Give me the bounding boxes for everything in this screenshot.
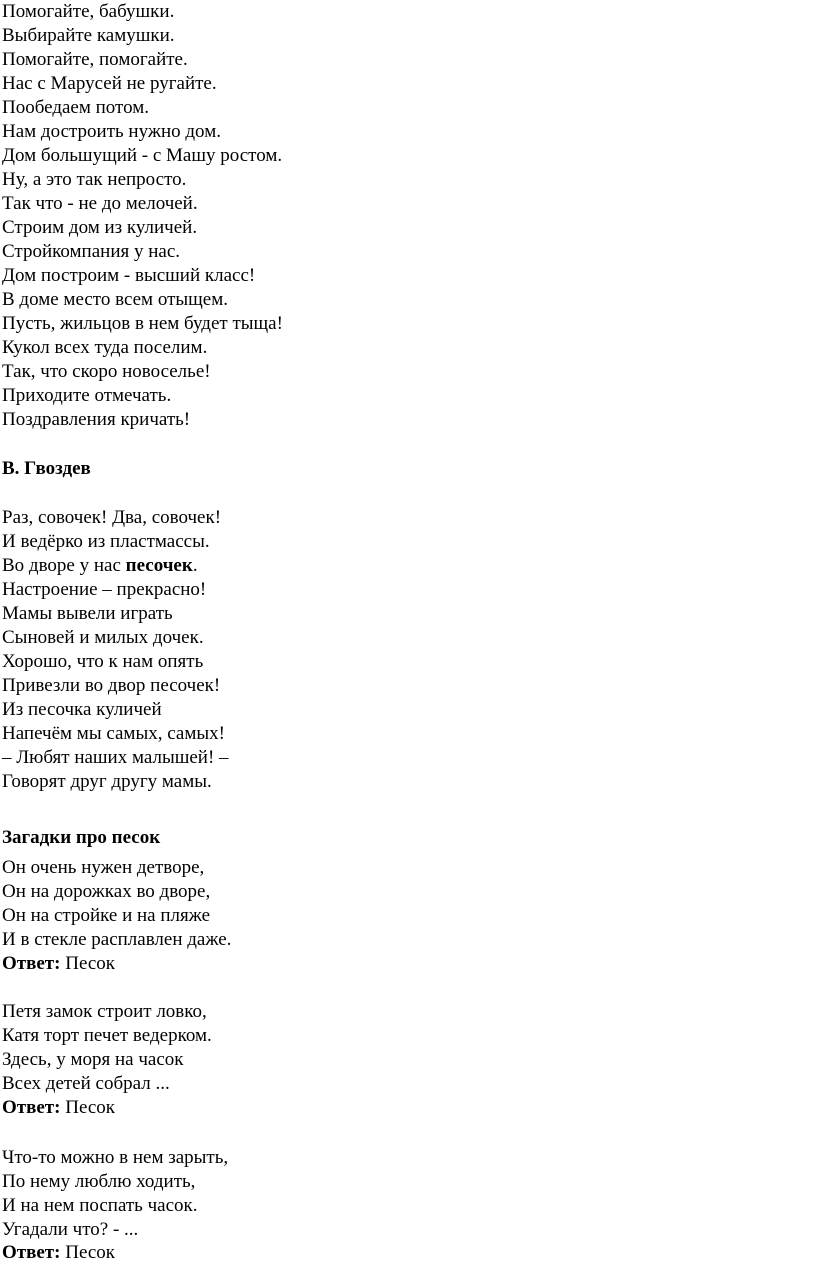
poem-line: Поздравления кричать! [2, 409, 191, 430]
riddle-line: И в стекле расплавлен даже. [2, 929, 232, 950]
answer-value: Песок [60, 1097, 116, 1118]
poem-line: В доме место всем отыщем. [2, 289, 228, 310]
poem-line: Строим дом из куличей. [2, 217, 198, 238]
bold-word: песочек [125, 555, 193, 576]
poem-line: Помогайте, бабушки. [2, 1, 175, 22]
poem-line: Нас с Марусей не ругайте. [2, 73, 217, 94]
poem-line: Выбирайте камушки. [2, 25, 175, 46]
poem-line: Сыновей и милых дочек. [2, 627, 204, 648]
riddle-line: Угадали что? - ... [2, 1219, 139, 1240]
answer-value: Песок [60, 1242, 116, 1263]
poem-line: Привезли во двор песочек! [2, 675, 221, 696]
poem-line: Так что - не до мелочей. [2, 193, 198, 214]
riddle-answer [2, 1096, 115, 1120]
answer-label: Ответ: [2, 1097, 61, 1118]
poem-line: Ну, а это так непросто. [2, 169, 187, 190]
riddle-line: Он на дорожках во дворе, [2, 881, 211, 902]
line-text: Во дворе у нас [2, 555, 126, 576]
poem-line: Настроение – прекрасно! [2, 579, 207, 600]
poem-line: Помогайте, помогайте. [2, 49, 188, 70]
answer-value: Песок [60, 953, 116, 974]
poem-line [2, 554, 198, 578]
poem-line: Так, что скоро новоселье! [2, 361, 211, 382]
riddle-answer [2, 1241, 115, 1265]
line-text: . [192, 555, 198, 576]
riddle-line: Что-то можно в нем зарыть, [2, 1147, 229, 1168]
poem-line: – Любят наших малышей! – [2, 747, 229, 768]
poem-line: И ведёрко из пластмассы. [2, 531, 210, 552]
riddle-line: Он очень нужен детворе, [2, 857, 205, 878]
poem-line: Дом построим - высший класс! [2, 265, 256, 286]
riddle-line: Катя торт печет ведерком. [2, 1025, 212, 1046]
poem-line: Кукол всех туда поселим. [2, 337, 208, 358]
riddle-answer [2, 952, 115, 976]
poem-line: Раз, совочек! Два, совочек! [2, 507, 222, 528]
poem-line: Из песочка куличей [2, 699, 162, 720]
poem-line: Пообедаем потом. [2, 97, 150, 118]
riddle-line: Он на стройке и на пляже [2, 905, 211, 926]
poem-line: Хорошо, что к нам опять [2, 651, 204, 672]
poem-line: Говорят друг другу мамы. [2, 771, 212, 792]
answer-label: Ответ: [2, 953, 61, 974]
riddle-line: Петя замок строит ловко, [2, 1001, 207, 1022]
poem-line: Приходите отмечать. [2, 385, 172, 406]
poem-line: Напечём мы самых, самых! [2, 723, 225, 744]
riddle-line: Всех детей собрал ... [2, 1073, 170, 1094]
poem-line: Пусть, жильцов в нем будет тыща! [2, 313, 283, 334]
poem-line: Мамы вывели играть [2, 603, 173, 624]
poem-line: Стройкомпания у нас. [2, 241, 181, 262]
poem-line: Дом большущий - с Машу ростом. [2, 145, 283, 166]
riddle-line: По нему люблю ходить, [2, 1171, 196, 1192]
poem-2-author-heading: В. Гвоздев [2, 458, 91, 479]
riddle-line: И на нем поспать часок. [2, 1195, 198, 1216]
riddle-line: Здесь, у моря на часок [2, 1049, 184, 1070]
riddles-heading: Загадки про песок [2, 827, 161, 848]
poem-line: Нам достроить нужно дом. [2, 121, 221, 142]
answer-label: Ответ: [2, 1242, 61, 1263]
